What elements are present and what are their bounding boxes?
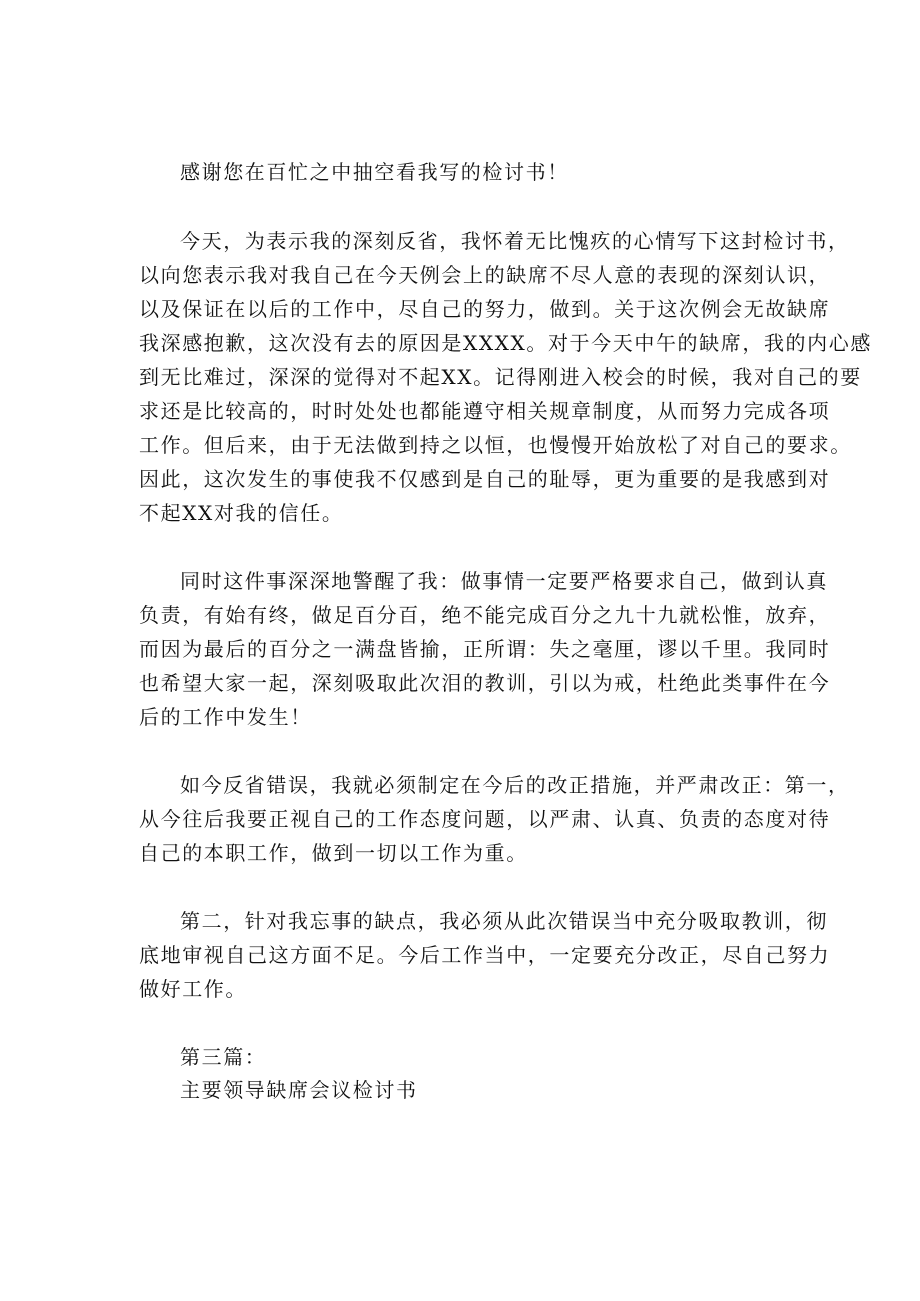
paragraph-line: 如今反省错误，我就必须制定在今后的改正措施，并严肃改正：第一， [180,773,850,797]
paragraph-line: 自己的本职工作，做到一切以工作为重。 [139,841,528,865]
paragraph-line: 底地审视自己这方面不足。今后工作当中，一定要充分改正，尽自己努力 [139,943,831,967]
paragraph-line: 做好工作。 [139,977,247,1001]
paragraph-line: 到无比难过，深深的觉得对不起XX。记得刚进入校会的时候，我对自己的要 [139,365,862,389]
paragraph-line: 不起XX对我的信任。 [139,501,344,525]
paragraph-line: 求还是比较高的，时时处处也都能遵守相关规章制度，从而努力完成各项 [139,399,831,423]
paragraph-line: 从今往后我要正视自己的工作态度问题，以严肃、认真、负责的态度对待 [139,807,831,831]
paragraph-line: 负责，有始有终，做足百分百，绝不能完成百分之九十九就松惟，放弃， [139,603,831,627]
paragraph-line: 而因为最后的百分之一满盘皆揄，正所谓：失之毫厘，谬以千里。我同时 [139,637,831,661]
paragraph-line: 同时这件事深深地警醒了我：做事情一定要严格要求自己，做到认真 [180,569,828,593]
paragraph-line: 也希望大家一起，深刻吸取此次泪的教训，引以为戒，杜绝此类事件在今 [139,671,831,695]
paragraph-line: 今天，为表示我的深刻反省，我怀着无比愧疚的心情写下这封检讨书， [180,229,850,253]
paragraph-line: 以及保证在以后的工作中，尽自己的努力，做到。关于这次例会无故缺席 [139,297,831,321]
paragraph-line: 以向您表示我对我自己在今天例会上的缺席不尽人意的表现的深刻认识， [139,263,831,287]
paragraph-line: 我深感抱歉，这次没有去的原因是XXXX。对于今天中午的缺席，我的内心感 [139,331,872,355]
paragraph-line: 第二，针对我忘事的缺点，我必须从此次错误当中充分吸取教训，彻 [180,909,828,933]
paragraph-line: 工作。但后来，由于无法做到持之以恒，也慢慢开始放松了对自己的要求。 [139,433,852,457]
section-heading: 第三篇： [180,1045,267,1069]
greeting-line: 感谢您在百忙之中抽空看我写的检讨书！ [180,160,569,184]
section-title: 主要领导缺席会议检讨书 [180,1078,418,1102]
paragraph-line: 因此，这次发生的事使我不仅感到是自己的耻辱，更为重要的是我感到对 [139,467,831,491]
paragraph-line: 后的工作中发生！ [139,705,312,729]
